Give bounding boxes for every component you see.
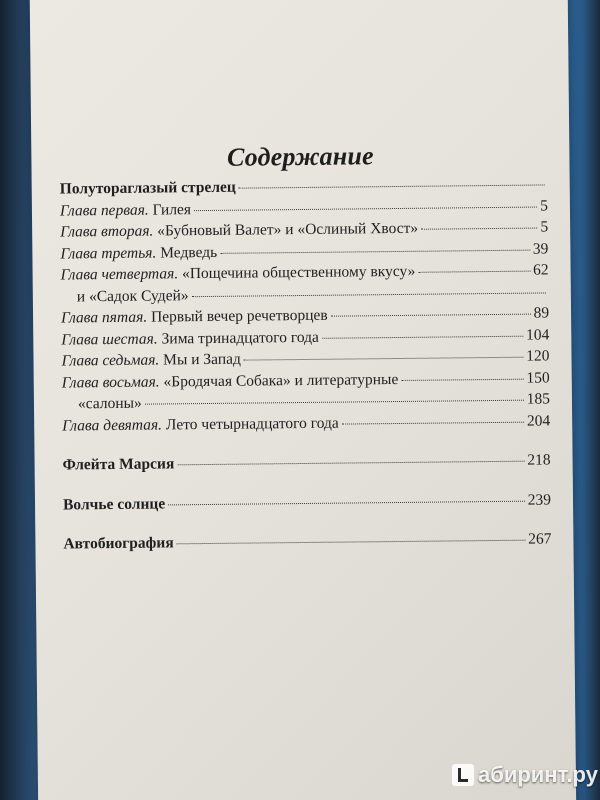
leader-dots xyxy=(322,335,523,338)
watermark xyxy=(452,762,598,788)
leader-dots xyxy=(194,206,537,211)
toc-page-number: 218 xyxy=(527,451,551,469)
toc-part-title: Флейта Марсия xyxy=(62,455,175,474)
chapter-label: Глава вторая. xyxy=(60,222,154,241)
leader-dots xyxy=(401,378,523,380)
toc-page-number: 62 xyxy=(533,261,549,279)
chapter-title: Первый вечер речетворцев xyxy=(150,306,328,326)
leader-dots xyxy=(418,271,530,273)
leader-dots xyxy=(244,357,523,361)
labirint-logo-icon xyxy=(452,764,474,786)
page-title: Содержание xyxy=(226,141,374,172)
leader-dots xyxy=(342,421,524,424)
leader-dots xyxy=(421,228,537,230)
book-page xyxy=(30,0,577,800)
chapter-title: «Бубновый Валет» и «Ослиный Хвост» xyxy=(157,219,419,240)
chapter-title: Гилея xyxy=(152,200,192,219)
toc-page-number: 89 xyxy=(533,304,550,322)
chapter-label: Глава девятая. xyxy=(62,415,163,435)
chapter-label: Глава четвертая. xyxy=(60,265,179,284)
table-of-contents xyxy=(60,175,552,557)
leader-dots xyxy=(331,314,531,317)
chapter-title: «Бродячая Собака» и литературные xyxy=(163,370,399,390)
chapter-title: Зима тринадцатого года xyxy=(161,328,319,347)
toc-part-title: Автобиография xyxy=(63,534,174,553)
toc-page-number: 120 xyxy=(526,347,550,365)
chapter-label: Глава третья. xyxy=(60,244,157,263)
chapter-label: Глава восьмая. xyxy=(61,373,160,392)
leader-dots xyxy=(177,540,526,545)
leader-dots xyxy=(220,249,530,253)
toc-part-title: Волчье солнце xyxy=(62,494,166,514)
chapter-label: Глава пятая. xyxy=(60,308,148,327)
toc-page-number: 39 xyxy=(532,239,549,258)
chapter-title-continuation: «салоны» xyxy=(77,394,142,413)
toc-page-number: 104 xyxy=(525,325,550,344)
leader-dots xyxy=(145,400,524,405)
chapter-title: Лето четырнадцатого года xyxy=(165,414,339,433)
toc-part-title: Полутораглазый стрелец xyxy=(59,178,236,198)
leader-dots xyxy=(168,500,525,505)
toc-page-number: 5 xyxy=(540,196,549,215)
chapter-title: Мы и Запад xyxy=(163,350,241,369)
chapter-label: Глава седьмая. xyxy=(61,351,160,370)
toc-page-number: 185 xyxy=(526,390,551,408)
chapter-label: Глава первая. xyxy=(59,201,149,220)
toc-page-number: 5 xyxy=(540,218,549,236)
chapter-label: Глава шестая. xyxy=(61,330,158,349)
chapter-title: «Пощечина общественному вкусу» xyxy=(181,262,416,283)
toc-part xyxy=(63,530,551,557)
chapter-title: Медведь xyxy=(160,243,218,261)
toc-page-number: 267 xyxy=(528,530,552,548)
leader-dots xyxy=(239,184,545,188)
toc-page-number: 239 xyxy=(527,490,552,509)
toc-page-number: 204 xyxy=(526,411,551,430)
toc-page-number: 150 xyxy=(526,368,550,387)
leader-dots xyxy=(192,292,546,297)
watermark-text: абиринт.ру xyxy=(478,762,598,787)
leader-dots xyxy=(177,461,524,466)
chapter-title-continuation: и «Садок Судей» xyxy=(76,286,189,305)
